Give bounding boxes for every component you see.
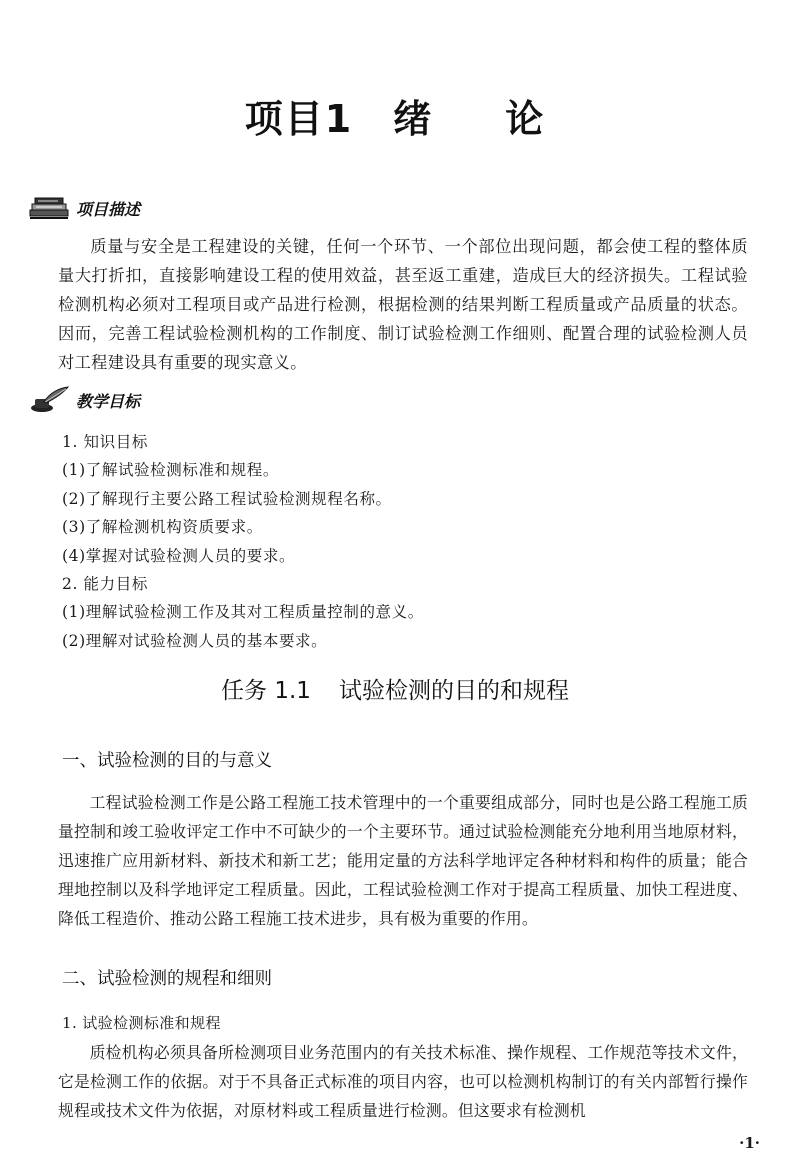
chapter-title xyxy=(0,88,790,144)
task-title-text: 试验检测的目的和规程 xyxy=(338,678,569,704)
section-2-text: 质检机构必须具备所检测项目业务范围内的有关技术标准、操作规程、工作规范等技术文件，它是检测工作的依据。对于不具备正式标准的项目内容，也可以检测机构制订的有关内部暂行操作规程或技术文件为依据，对原材料或工程质量进行检测。但这要求有检测机 xyxy=(58,1043,748,1120)
teaching-objectives-list xyxy=(62,428,742,655)
objective-item: 2. 能力目标 xyxy=(62,574,148,593)
inkwell-quill-icon xyxy=(28,386,72,414)
chapter-project-number: 项目1 xyxy=(244,97,354,141)
section-1-heading: 一、试验检测的目的与意义 xyxy=(62,751,272,771)
books-icon xyxy=(28,194,72,222)
chapter-title-char-1: 绪 xyxy=(393,97,434,141)
section-2-heading: 二、试验检测的规程和细则 xyxy=(62,969,272,989)
project-description-text: 质量与安全是工程建设的关键，任何一个环节、一个部位出现问题，都会使工程的整体质量大打折扣，直接影响建设工程的使用效益，甚至返工重建，造成巨大的经济损失。工程试验检测机构必须对工程项目或产品进行检测，根据检测的结果判断工程质量或产品质量的状态。因而，完善工程试验检测机构的工作制度、制订试验检测工作细则、配置合理的试验检测人员对工程建设具有重要的现实意义。 xyxy=(58,237,748,372)
chapter-title-char-2: 论 xyxy=(505,97,546,141)
objective-item: (2)理解对试验检测人员的基本要求。 xyxy=(62,631,328,650)
objective-item: (4)掌握对试验检测人员的要求。 xyxy=(62,546,296,565)
page-number: ·1· xyxy=(739,1134,760,1152)
objective-item: (1)理解试验检测工作及其对工程质量控制的意义。 xyxy=(62,603,424,622)
section-2-subheading: 1. 试验检测标准和规程 xyxy=(62,1014,221,1032)
objective-item: (3)了解检测机构资质要求。 xyxy=(62,518,263,537)
task-number: 任务 1.1 xyxy=(221,678,311,704)
project-description-heading xyxy=(28,194,140,222)
objective-item: (1)了解试验检测标准和规程。 xyxy=(62,461,279,480)
task-title xyxy=(0,672,790,710)
teaching-objectives-heading xyxy=(28,386,140,414)
section-1-text: 工程试验检测工作是公路工程施工技术管理中的一个重要组成部分，同时也是公路工程施工质量控制和竣工验收评定工作中不可缺少的一个主要环节。通过试验检测能充分地利用当地原材料，迅速推广应用新材料、新技术和新工艺；能用定量的方法科学地评定各种材料和构件的质量；能合理地控制以及科学地评定工程质量。因此，工程试验检测工作对于提高工程质量、加快工程进度、降低工程造价、推动公路工程施工技术进步，具有极为重要的作用。 xyxy=(58,793,748,928)
teaching-objectives-label: 教学目标 xyxy=(76,391,141,411)
project-description-label: 项目描述 xyxy=(76,199,141,219)
objective-item: (2)了解现行主要公路工程试验检测规程名称。 xyxy=(62,489,392,508)
objective-item: 1. 知识目标 xyxy=(62,433,148,451)
